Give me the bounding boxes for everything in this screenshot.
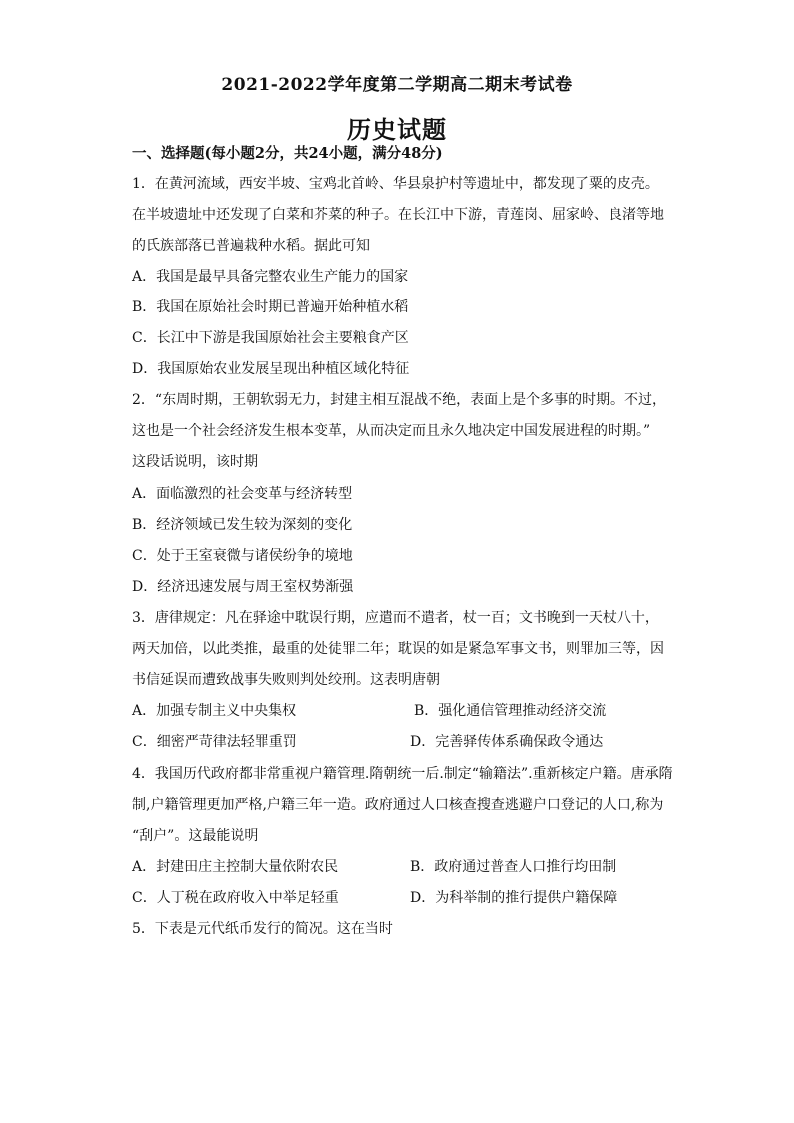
q3-stem-line-1: 3．唐律规定：凡在驿途中耽误行期，应遣而不遣者，杖一百；文书晚到一天杖八十， <box>132 610 659 626</box>
subject-title: 历史试题 <box>347 115 447 144</box>
q1-option-a: A．我国是最早具备完整农业生产能力的国家 <box>132 269 409 285</box>
q3-stem-line-2: 两天加倍，以此类推，最重的处徒罪二年；耽误的如是紧急军事文书，则罪加三等，因 <box>132 641 664 657</box>
q1-option-d: D．我国原始农业发展呈现出种植区域化特征 <box>132 361 410 377</box>
q2-option-b: B．经济领域已发生较为深刻的变化 <box>132 517 353 533</box>
q2-stem-line-1: 2．“东周时期，王朝软弱无力，封建主相互混战不绝，表面上是个多事的时期。不过， <box>132 392 667 408</box>
q1-option-c: C．长江中下游是我国原始社会主要粮食产区 <box>132 330 409 346</box>
q2-stem-line-3: 这段话说明，该时期 <box>132 454 258 470</box>
q1-option-b: B．我国在原始社会时期已普遍开始种植水稻 <box>132 299 409 315</box>
q1-stem-line-3: 的氏族部落已普遍栽种水稻。据此可知 <box>132 238 370 254</box>
q3-option-b: B．强化通信管理推动经济交流 <box>414 703 607 719</box>
q1-stem-line-2: 在半坡遗址中还发现了白菜和芥菜的种子。在长江中下游，青莲岗、屈家岭、良渚等地 <box>132 207 664 223</box>
q4-option-b: B．政府通过普查人口推行均田制 <box>410 859 617 875</box>
q1-stem-line-1: 1．在黄河流域，西安半坡、宝鸡北首岭、华县泉护村等遗址中，都发现了粟的皮壳。 <box>132 176 659 192</box>
q2-option-a: A．面临激烈的社会变革与经济转型 <box>132 486 353 502</box>
q2-option-c: C．处于王室衰微与诸侯纷争的境地 <box>132 548 353 564</box>
q5-stem-line-1: 5．下表是元代纸币发行的简况。这在当时 <box>132 921 393 937</box>
q2-option-d: D．经济迅速发展与周王室权势渐强 <box>132 579 354 595</box>
q4-option-a: A．封建田庄主控制大量依附农民 <box>132 859 339 875</box>
q2-stem-line-2: 这也是一个社会经济发生根本变革，从而决定而且永久地决定中国发展进程的时期。” <box>132 423 651 439</box>
q3-option-d: D．完善驿传体系确保政令通达 <box>410 734 604 750</box>
q4-stem-line-2: 制,户籍管理更加严格,户籍三年一造。政府通过人口核查搜查逃避户口登记的人口,称为 <box>132 797 664 813</box>
q4-stem-line-3: “刮户”。这最能说明 <box>132 828 259 844</box>
section-heading: 一、选择题(每小题2分，共24小题，满分48分) <box>132 145 443 162</box>
q3-option-c: C．细密严苛律法轻罪重罚 <box>132 734 297 750</box>
q4-stem-line-1: 4．我国历代政府都非常重视户籍管理.隋朝统一后.制定“输籍法”.重新核定户籍。唐承隋 <box>132 766 673 782</box>
q3-stem-line-3: 书信延误而遭致战事失败则判处绞刑。这表明唐朝 <box>132 672 440 688</box>
q4-option-c: C．人丁税在政府收入中举足轻重 <box>132 890 339 906</box>
exam-title: 2021-2022学年度第二学期高二期末考试卷 <box>221 75 573 95</box>
q3-option-a: A．加强专制主义中央集权 <box>132 703 297 719</box>
q4-option-d: D．为科举制的推行提供户籍保障 <box>410 890 618 906</box>
